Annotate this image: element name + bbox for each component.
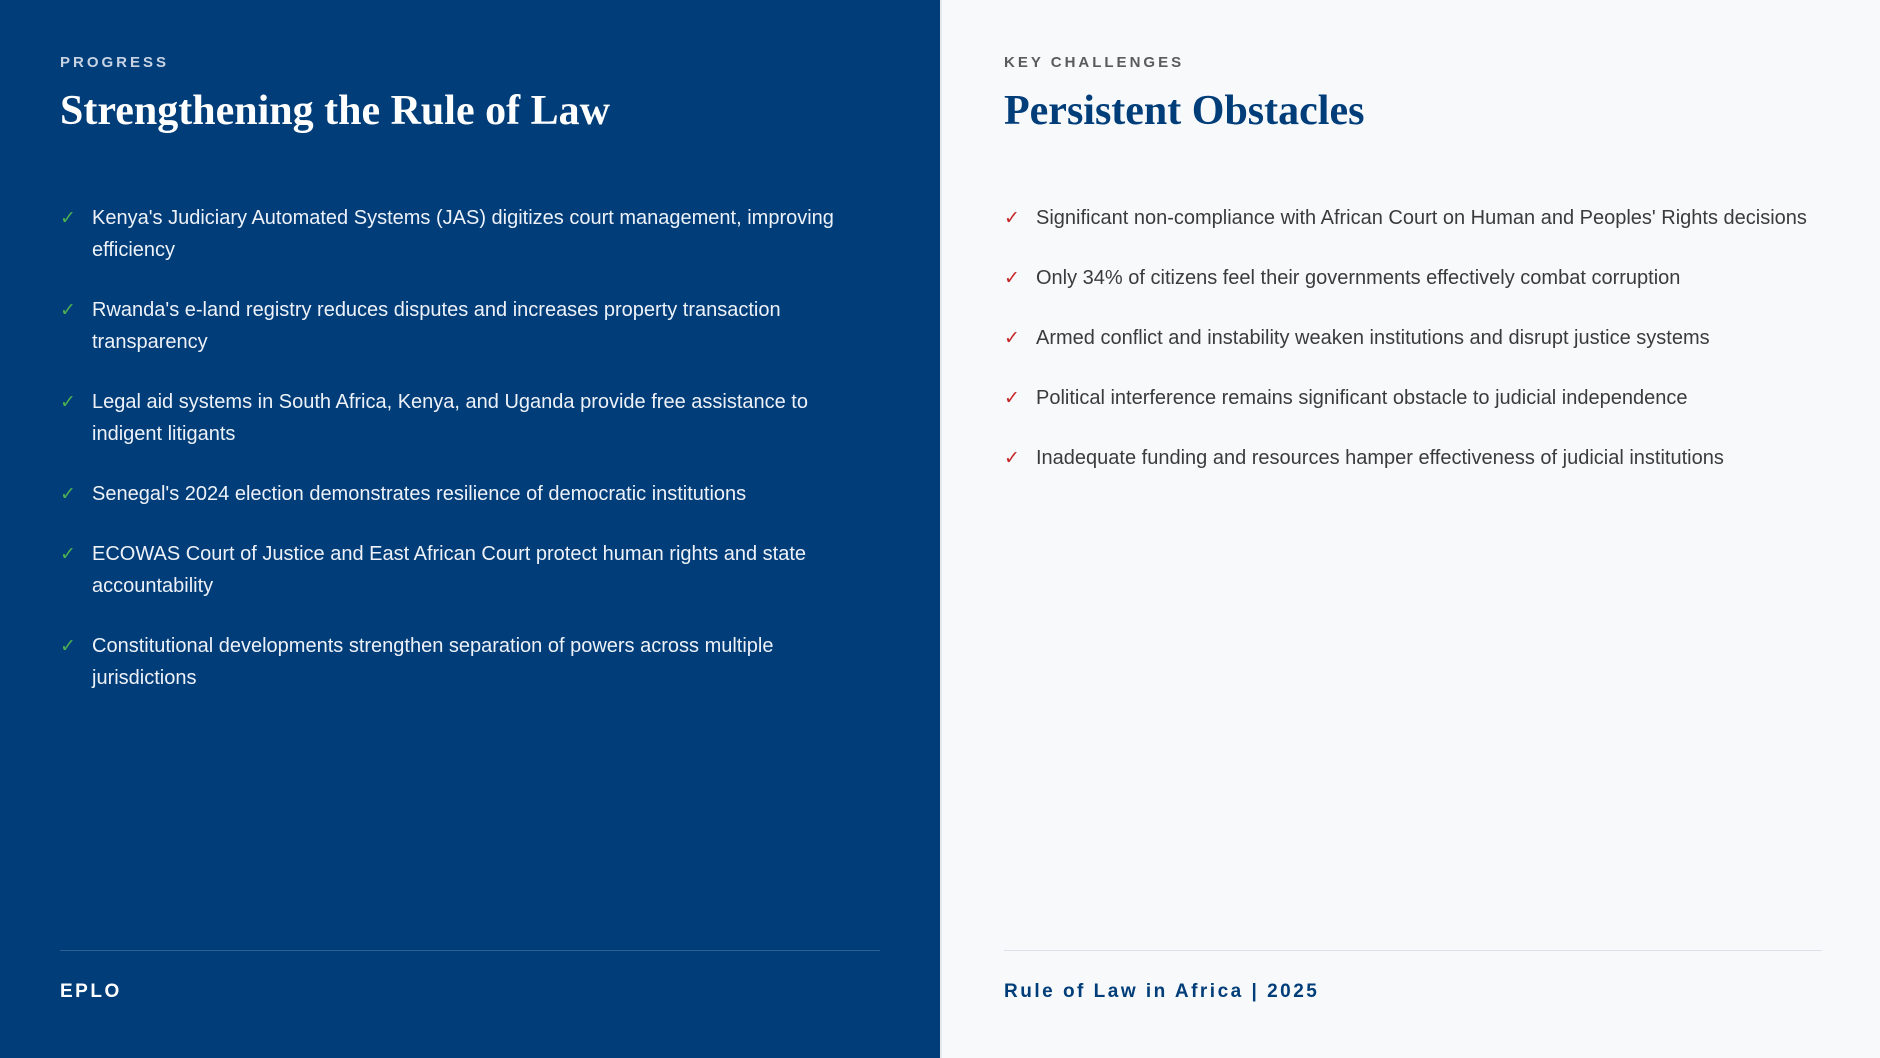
progress-footer-divider [60,950,880,951]
challenges-eyebrow: KEY CHALLENGES [1004,54,1185,71]
checkmark-icon: ✓ [60,483,76,505]
challenge-item-text: Armed conflict and instability weaken institutions and disrupt justice systems [1036,327,1710,349]
progress-list-item [60,478,860,510]
progress-list-item [60,294,860,358]
progress-item-text: Constitutional developments strengthen separation of powers across multiple jurisdictions [92,635,774,689]
progress-item-text: ECOWAS Court of Justice and East African Court protect human rights and state accountability [92,543,807,597]
checkmark-icon: ✓ [1004,327,1020,349]
challenge-list-item [1004,202,1822,234]
deck-title-footer: Rule of Law in Africa | 2025 [1004,981,1320,1002]
checkmark-icon: ✓ [1004,387,1020,409]
progress-list-item [60,386,860,450]
checkmark-icon: ✓ [1004,207,1020,229]
challenge-item-text: Political interference remains significant obstacle to judicial independence [1036,387,1688,409]
progress-list-item [60,538,860,602]
progress-title: Strengthening the Rule of Law [60,88,610,134]
progress-item-text: Kenya's Judiciary Automated Systems (JAS) digitizes court management, improving efficiency [92,207,834,261]
challenge-item-text: Only 34% of citizens feel their governments effectively combat corruption [1036,267,1681,289]
challenge-list-item [1004,442,1822,474]
challenge-item-text: Significant non-compliance with African Court on Human and Peoples' Rights decisions [1036,207,1807,229]
progress-eyebrow: PROGRESS [60,54,170,71]
challenge-list-item [1004,262,1822,294]
checkmark-icon: ✓ [60,391,76,413]
progress-item-text: Legal aid systems in South Africa, Kenya, and Uganda provide free assistance to indigent litigants [92,391,808,445]
checkmark-icon: ✓ [60,543,76,565]
checkmark-icon: ✓ [60,207,76,229]
challenges-panel [940,0,1880,1058]
progress-list-item [60,202,860,266]
checkmark-icon: ✓ [1004,267,1020,289]
checkmark-icon: ✓ [60,299,76,321]
checkmark-icon: ✓ [60,635,76,657]
progress-item-text: Senegal's 2024 election demonstrates resilience of democratic institutions [92,483,747,505]
challenge-item-text: Inadequate funding and resources hamper effectiveness of judicial institutions [1036,447,1724,469]
checkmark-icon: ✓ [1004,447,1020,469]
challenges-list [1004,202,1822,502]
progress-item-text: Rwanda's e-land registry reduces disputes and increases property transaction transparency [92,299,781,353]
organization-footer: EPLO [60,981,122,1002]
challenges-footer-divider [1004,950,1822,951]
challenge-list-item [1004,322,1822,354]
progress-list [60,202,860,722]
progress-list-item [60,630,860,694]
challenges-title: Persistent Obstacles [1004,88,1365,134]
challenge-list-item [1004,382,1822,414]
